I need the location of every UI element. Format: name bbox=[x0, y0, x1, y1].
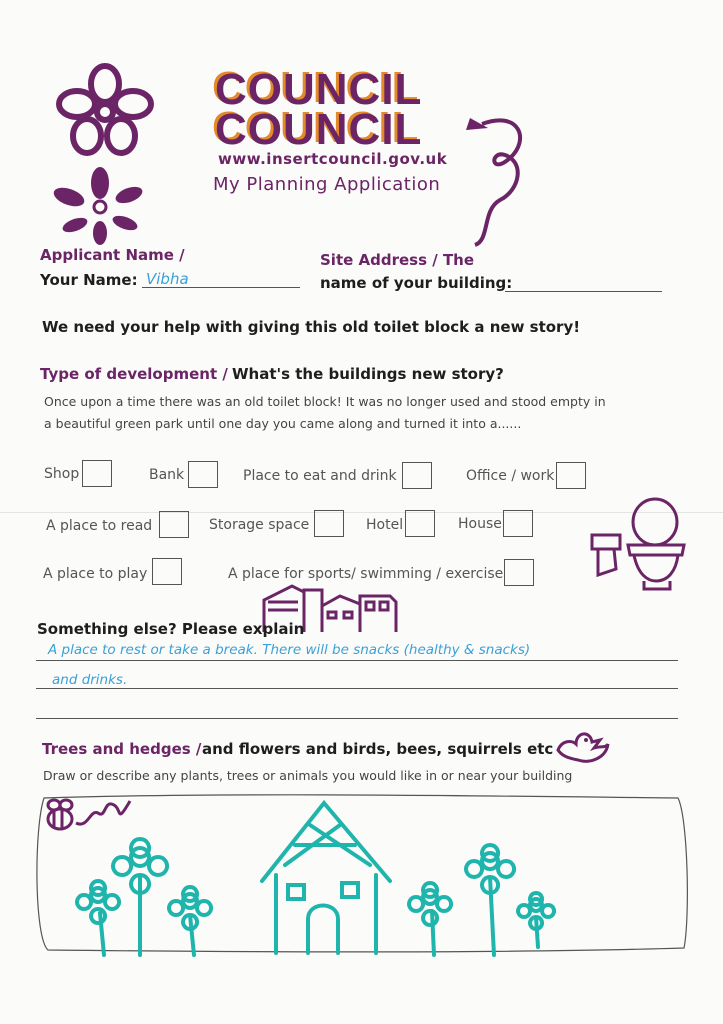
story-text-line1: Once upon a time there was an old toilet block! It was no longer used and stood empty in bbox=[44, 394, 606, 409]
applicant-label: Applicant Name / bbox=[40, 246, 185, 264]
option-label-eat-drink: Place to eat and drink bbox=[243, 468, 397, 484]
bird-icon bbox=[552, 726, 612, 766]
building-name-field[interactable] bbox=[505, 291, 662, 292]
your-name-label: Your Name: bbox=[40, 271, 138, 289]
council-logo-line2: COUNCIL bbox=[215, 105, 423, 154]
flower-doodle-icon bbox=[55, 62, 155, 162]
answer-line-2 bbox=[36, 688, 678, 689]
house-and-flowers-drawing bbox=[70, 795, 580, 960]
building-name-label: name of your building: bbox=[320, 274, 513, 292]
website-url: www.insertcouncil.gov.uk bbox=[218, 150, 448, 168]
option-label-play: A place to play bbox=[43, 566, 148, 582]
option-label-bank: Bank bbox=[149, 467, 185, 483]
checkbox-shop[interactable] bbox=[82, 460, 112, 487]
trees-instruction: Draw or describe any plants, trees or animals you would like in or near your building bbox=[43, 768, 573, 783]
checkbox-play[interactable] bbox=[152, 558, 182, 585]
option-label-read: A place to read bbox=[46, 518, 153, 534]
development-heading-purple: Type of development / bbox=[40, 365, 228, 383]
something-else-answer-2[interactable]: and drinks. bbox=[52, 672, 128, 688]
answer-line-1 bbox=[36, 660, 678, 661]
intro-text: We need your help with giving this old toilet block a new story! bbox=[42, 318, 581, 336]
checkbox-storage[interactable] bbox=[314, 510, 344, 537]
option-label-office: Office / work bbox=[466, 468, 555, 484]
something-else-label: Something else? Please explain bbox=[37, 620, 305, 638]
trees-heading-purple: Trees and hedges / bbox=[42, 740, 202, 758]
option-label-shop: Shop bbox=[44, 466, 80, 482]
checkbox-hotel[interactable] bbox=[405, 510, 435, 537]
answer-line-3 bbox=[36, 718, 678, 719]
checkbox-bank[interactable] bbox=[188, 461, 218, 488]
development-heading: What's the buildings new story? bbox=[232, 365, 504, 383]
council-logo-line1: COUNCIL bbox=[215, 65, 423, 114]
option-label-sports: A place for sports/ swimming / exercise bbox=[228, 566, 504, 582]
story-text-line2: a beautiful green park until one day you came along and turned it into a...... bbox=[44, 416, 522, 431]
option-label-house: House bbox=[458, 516, 502, 532]
checkbox-office[interactable] bbox=[556, 462, 586, 489]
page-subtitle: My Planning Application bbox=[213, 174, 441, 195]
toilet-icon bbox=[588, 497, 688, 592]
site-address-label: Site Address / The bbox=[320, 251, 475, 269]
checkbox-sports[interactable] bbox=[504, 559, 534, 586]
trees-heading: and flowers and birds, bees, squirrels etc bbox=[202, 740, 554, 758]
something-else-answer-1[interactable]: A place to rest or take a break. There will be snacks (healthy & snacks) bbox=[48, 642, 531, 658]
option-label-storage: Storage space bbox=[209, 517, 310, 533]
checkbox-eat-drink[interactable] bbox=[402, 462, 432, 489]
checkbox-house[interactable] bbox=[503, 510, 533, 537]
checkbox-read[interactable] bbox=[159, 511, 189, 538]
swirl-arrow-icon bbox=[460, 100, 540, 250]
flower-doodle-2-icon bbox=[45, 165, 155, 245]
name-field[interactable]: Vibha bbox=[146, 270, 189, 288]
option-label-hotel: Hotel bbox=[366, 517, 404, 533]
